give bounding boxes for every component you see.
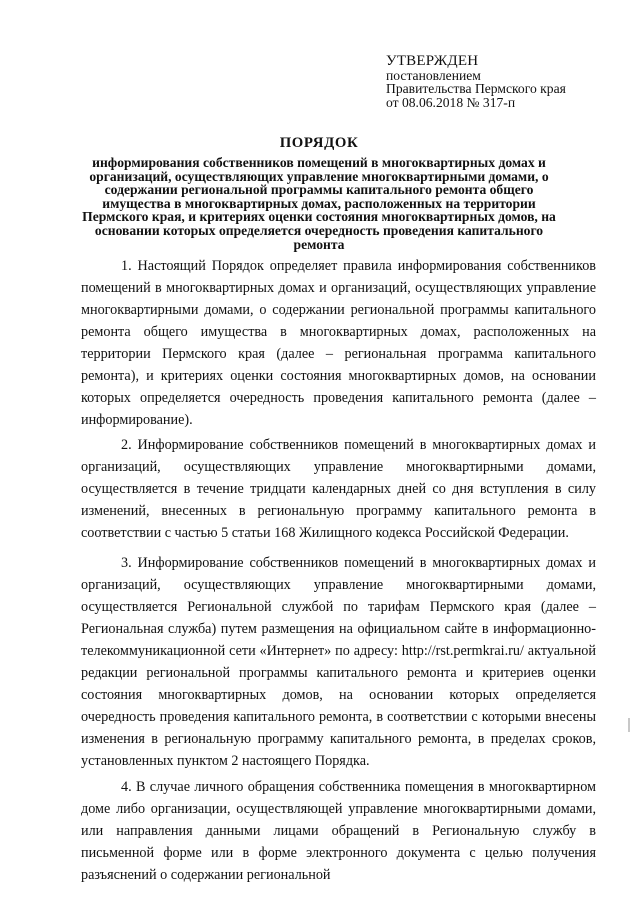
approval-line-government: Правительства Пермского края bbox=[386, 81, 566, 96]
document-title: ПОРЯДОК bbox=[279, 135, 359, 151]
approval-stamp bbox=[386, 55, 626, 109]
approval-line-date-number: от 08.06.2018 № 317-п bbox=[386, 94, 516, 110]
title-block bbox=[74, 134, 564, 251]
paragraph-3: 3. Информирование собственников помещений в многоквартирных домах и организаций, осуществляющих управление многоквартирными домами, осуществляется Региональной службой по тарифам Пермского края (далее – Региональная служба) путем размещения на официальном сайте в информационно-телекоммуникационной сети «Интернет» по адресу: http://rst.permkrai.ru/ актуальной редакции региональной программы капитального ремонта и критериев оценки состояния многоквартирных домов, на основании которых определяется очередность проведения капитального ремонта, в соответствии с которыми внесены изменения в региональную программу капитального ремонта, в пределах сроков, установленных пунктом 2 настоящего Порядка. bbox=[81, 555, 596, 769]
paragraph-2: 2. Информирование собственников помещений в многоквартирных домах и организаций, осуществляющих управление многоквартирными домами, осуществляется в течение тридцати календарных дней со дня вступления в силу изменений, внесенных в региональную программу капитального ремонта в соответствии с частью 5 статьи 168 Жилищного кодекса Российской Федерации. bbox=[81, 437, 596, 541]
document-body bbox=[81, 255, 596, 886]
paragraph-4: 4. В случае личного обращения собственника помещения в многоквартирном доме либо организации, осуществляющей управление многоквартирными домами, или направления данными лицами обращений в Региональную службу в письменной форме или в форме электронного документа с целью получения разъяснений о содержании региональной bbox=[81, 779, 596, 883]
approval-heading: УТВЕРЖДЕН bbox=[386, 53, 479, 69]
document-subtitle: информирования собственников помещений в многоквартирных домах и организаций, осуществляющих управление многоквартирными домами, о содержании региональной программы капитального ремонта общего имущества в многоквартирных домах, расположенных на территории Пермского края, и критериях оценки состояния многоквартирных домов, на основании которых определяется очередность проведения капитального ремонта bbox=[82, 155, 556, 252]
approval-line-decree: постановлением bbox=[386, 67, 481, 83]
paragraph-1: 1. Настоящий Порядок определяет правила информирования собственников помещений в многоквартирных домах и организаций, осуществляющих управление многоквартирными домами, о содержании региональной программы капитального ремонта общего имущества в многоквартирных домах, расположенных на территории Пермского края (далее – региональная программа капитального ремонта), и критериях оценки состояния многоквартирных домов, на основании которых определяется очередность проведения капитального ремонта (далее – информирование). bbox=[81, 258, 596, 428]
scan-margin-mark bbox=[628, 718, 630, 732]
